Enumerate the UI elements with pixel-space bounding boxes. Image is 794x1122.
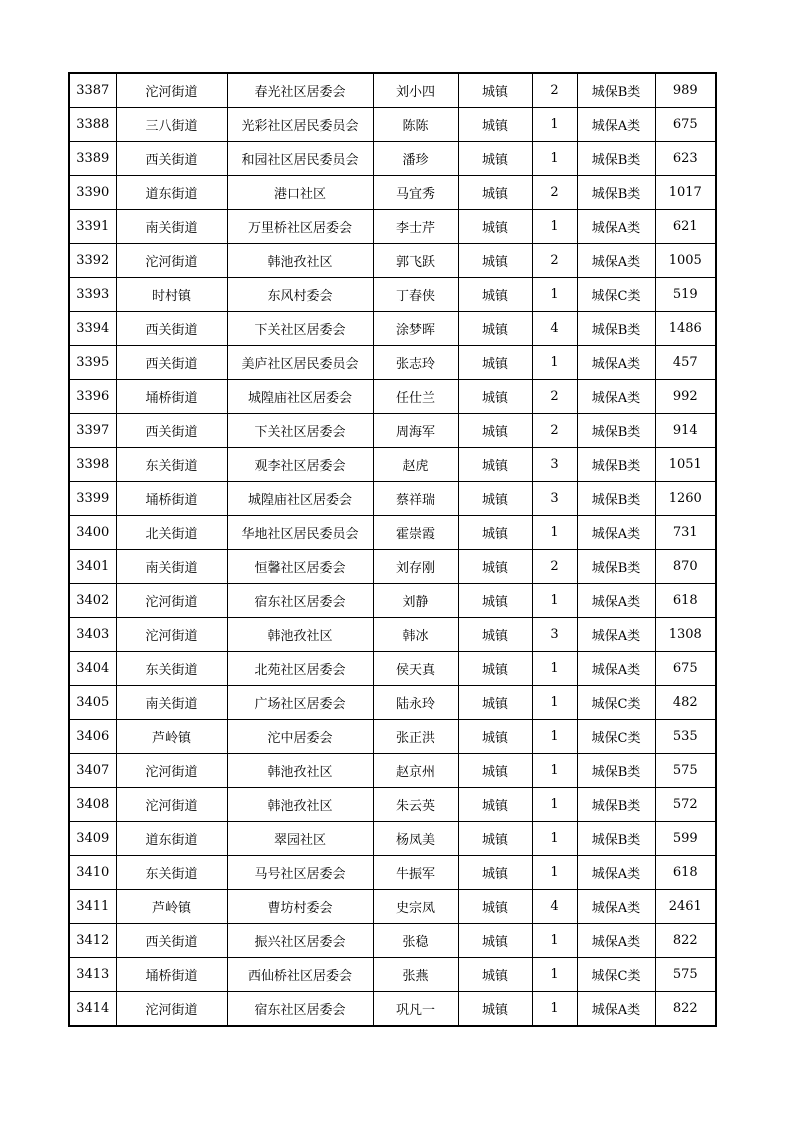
area-type-cell: 城镇 [458, 346, 532, 380]
category-cell: 城保C类 [577, 958, 655, 992]
category-cell: 城保A类 [577, 346, 655, 380]
category-cell: 城保B类 [577, 754, 655, 788]
category-cell: 城保A类 [577, 856, 655, 890]
category-cell: 城保C类 [577, 686, 655, 720]
subdistrict-cell: 北关街道 [116, 516, 227, 550]
serial-number-cell: 3414 [69, 992, 116, 1027]
area-type-cell: 城镇 [458, 822, 532, 856]
subdistrict-cell: 埇桥街道 [116, 482, 227, 516]
table-row [69, 516, 716, 550]
area-type-cell: 城镇 [458, 108, 532, 142]
records-table-body [69, 73, 716, 1026]
amount-cell: 519 [655, 278, 716, 312]
community-cell: 韩池孜社区 [227, 618, 373, 652]
subdistrict-cell: 南关街道 [116, 210, 227, 244]
area-type-cell: 城镇 [458, 720, 532, 754]
household-size-cell: 2 [532, 73, 577, 108]
name-cell: 张志玲 [373, 346, 458, 380]
table-row [69, 142, 716, 176]
community-cell: 光彩社区居民委员会 [227, 108, 373, 142]
table-row [69, 890, 716, 924]
household-size-cell: 1 [532, 210, 577, 244]
table-row [69, 584, 716, 618]
household-size-cell: 1 [532, 278, 577, 312]
serial-number-cell: 3412 [69, 924, 116, 958]
serial-number-cell: 3400 [69, 516, 116, 550]
area-type-cell: 城镇 [458, 312, 532, 346]
community-cell: 恒馨社区居委会 [227, 550, 373, 584]
serial-number-cell: 3398 [69, 448, 116, 482]
subdistrict-cell: 西关街道 [116, 346, 227, 380]
subdistrict-cell: 芦岭镇 [116, 890, 227, 924]
table-row [69, 992, 716, 1027]
serial-number-cell: 3387 [69, 73, 116, 108]
subdistrict-cell: 西关街道 [116, 142, 227, 176]
name-cell: 朱云英 [373, 788, 458, 822]
serial-number-cell: 3403 [69, 618, 116, 652]
community-cell: 韩池孜社区 [227, 788, 373, 822]
community-cell: 马号社区居委会 [227, 856, 373, 890]
serial-number-cell: 3405 [69, 686, 116, 720]
table-row [69, 346, 716, 380]
household-size-cell: 3 [532, 618, 577, 652]
community-cell: 西仙桥社区居委会 [227, 958, 373, 992]
table-row [69, 618, 716, 652]
name-cell: 丁春侠 [373, 278, 458, 312]
community-cell: 华地社区居民委员会 [227, 516, 373, 550]
community-cell: 和园社区居民委员会 [227, 142, 373, 176]
area-type-cell: 城镇 [458, 278, 532, 312]
serial-number-cell: 3390 [69, 176, 116, 210]
name-cell: 张正洪 [373, 720, 458, 754]
serial-number-cell: 3408 [69, 788, 116, 822]
area-type-cell: 城镇 [458, 414, 532, 448]
amount-cell: 822 [655, 992, 716, 1027]
serial-number-cell: 3404 [69, 652, 116, 686]
serial-number-cell: 3409 [69, 822, 116, 856]
table-row [69, 788, 716, 822]
category-cell: 城保B类 [577, 482, 655, 516]
community-cell: 宿东社区居委会 [227, 992, 373, 1027]
category-cell: 城保B类 [577, 142, 655, 176]
household-size-cell: 1 [532, 652, 577, 686]
table-row [69, 312, 716, 346]
amount-cell: 731 [655, 516, 716, 550]
community-cell: 美庐社区居民委员会 [227, 346, 373, 380]
serial-number-cell: 3392 [69, 244, 116, 278]
records-table [68, 72, 717, 1027]
table-row [69, 958, 716, 992]
subdistrict-cell: 西关街道 [116, 414, 227, 448]
serial-number-cell: 3411 [69, 890, 116, 924]
subdistrict-cell: 沱河街道 [116, 244, 227, 278]
table-row [69, 73, 716, 108]
category-cell: 城保B类 [577, 822, 655, 856]
serial-number-cell: 3399 [69, 482, 116, 516]
subdistrict-cell: 道东街道 [116, 176, 227, 210]
category-cell: 城保A类 [577, 618, 655, 652]
household-size-cell: 1 [532, 720, 577, 754]
name-cell: 马宜秀 [373, 176, 458, 210]
category-cell: 城保B类 [577, 73, 655, 108]
community-cell: 下关社区居委会 [227, 414, 373, 448]
area-type-cell: 城镇 [458, 958, 532, 992]
category-cell: 城保B类 [577, 312, 655, 346]
subdistrict-cell: 西关街道 [116, 312, 227, 346]
household-size-cell: 3 [532, 448, 577, 482]
amount-cell: 675 [655, 108, 716, 142]
subdistrict-cell: 沱河街道 [116, 584, 227, 618]
community-cell: 翠园社区 [227, 822, 373, 856]
amount-cell: 1308 [655, 618, 716, 652]
household-size-cell: 2 [532, 176, 577, 210]
area-type-cell: 城镇 [458, 686, 532, 720]
household-size-cell: 4 [532, 312, 577, 346]
category-cell: 城保C类 [577, 278, 655, 312]
category-cell: 城保B类 [577, 414, 655, 448]
serial-number-cell: 3391 [69, 210, 116, 244]
subdistrict-cell: 三八街道 [116, 108, 227, 142]
household-size-cell: 1 [532, 992, 577, 1027]
name-cell: 牛振军 [373, 856, 458, 890]
household-size-cell: 1 [532, 516, 577, 550]
serial-number-cell: 3401 [69, 550, 116, 584]
table-row [69, 482, 716, 516]
name-cell: 陈陈 [373, 108, 458, 142]
household-size-cell: 1 [532, 142, 577, 176]
category-cell: 城保C类 [577, 720, 655, 754]
subdistrict-cell: 沱河街道 [116, 754, 227, 788]
household-size-cell: 1 [532, 924, 577, 958]
category-cell: 城保A类 [577, 108, 655, 142]
amount-cell: 675 [655, 652, 716, 686]
amount-cell: 535 [655, 720, 716, 754]
subdistrict-cell: 南关街道 [116, 550, 227, 584]
amount-cell: 1051 [655, 448, 716, 482]
category-cell: 城保A类 [577, 380, 655, 414]
table-row [69, 176, 716, 210]
table-row [69, 448, 716, 482]
area-type-cell: 城镇 [458, 516, 532, 550]
community-cell: 港口社区 [227, 176, 373, 210]
subdistrict-cell: 时村镇 [116, 278, 227, 312]
subdistrict-cell: 芦岭镇 [116, 720, 227, 754]
household-size-cell: 1 [532, 346, 577, 380]
amount-cell: 1017 [655, 176, 716, 210]
name-cell: 刘存刚 [373, 550, 458, 584]
household-size-cell: 2 [532, 244, 577, 278]
amount-cell: 870 [655, 550, 716, 584]
subdistrict-cell: 埇桥街道 [116, 958, 227, 992]
category-cell: 城保B类 [577, 448, 655, 482]
amount-cell: 623 [655, 142, 716, 176]
amount-cell: 1260 [655, 482, 716, 516]
household-size-cell: 1 [532, 686, 577, 720]
name-cell: 郭飞跃 [373, 244, 458, 278]
subdistrict-cell: 东关街道 [116, 856, 227, 890]
table-row [69, 380, 716, 414]
name-cell: 韩冰 [373, 618, 458, 652]
subdistrict-cell: 沱河街道 [116, 618, 227, 652]
subdistrict-cell: 沱河街道 [116, 788, 227, 822]
area-type-cell: 城镇 [458, 210, 532, 244]
serial-number-cell: 3389 [69, 142, 116, 176]
table-row [69, 108, 716, 142]
table-row [69, 754, 716, 788]
category-cell: 城保B类 [577, 550, 655, 584]
area-type-cell: 城镇 [458, 890, 532, 924]
category-cell: 城保A类 [577, 516, 655, 550]
table-row [69, 720, 716, 754]
table-row [69, 686, 716, 720]
community-cell: 振兴社区居委会 [227, 924, 373, 958]
category-cell: 城保A类 [577, 992, 655, 1027]
household-size-cell: 4 [532, 890, 577, 924]
subdistrict-cell: 东关街道 [116, 448, 227, 482]
household-size-cell: 1 [532, 754, 577, 788]
category-cell: 城保B类 [577, 176, 655, 210]
area-type-cell: 城镇 [458, 176, 532, 210]
household-size-cell: 2 [532, 550, 577, 584]
area-type-cell: 城镇 [458, 448, 532, 482]
household-size-cell: 1 [532, 958, 577, 992]
serial-number-cell: 3395 [69, 346, 116, 380]
name-cell: 潘珍 [373, 142, 458, 176]
community-cell: 韩池孜社区 [227, 754, 373, 788]
community-cell: 东风村委会 [227, 278, 373, 312]
amount-cell: 575 [655, 754, 716, 788]
subdistrict-cell: 道东街道 [116, 822, 227, 856]
serial-number-cell: 3413 [69, 958, 116, 992]
table-row [69, 856, 716, 890]
area-type-cell: 城镇 [458, 380, 532, 414]
amount-cell: 2461 [655, 890, 716, 924]
area-type-cell: 城镇 [458, 550, 532, 584]
area-type-cell: 城镇 [458, 992, 532, 1027]
serial-number-cell: 3388 [69, 108, 116, 142]
community-cell: 城隍庙社区居委会 [227, 482, 373, 516]
amount-cell: 575 [655, 958, 716, 992]
household-size-cell: 2 [532, 414, 577, 448]
table-row [69, 278, 716, 312]
amount-cell: 992 [655, 380, 716, 414]
category-cell: 城保B类 [577, 788, 655, 822]
serial-number-cell: 3407 [69, 754, 116, 788]
category-cell: 城保A类 [577, 890, 655, 924]
subdistrict-cell: 西关街道 [116, 924, 227, 958]
table-row [69, 924, 716, 958]
serial-number-cell: 3393 [69, 278, 116, 312]
name-cell: 侯天真 [373, 652, 458, 686]
category-cell: 城保A类 [577, 924, 655, 958]
subdistrict-cell: 沱河街道 [116, 992, 227, 1027]
community-cell: 观李社区居委会 [227, 448, 373, 482]
community-cell: 万里桥社区居委会 [227, 210, 373, 244]
name-cell: 史宗凤 [373, 890, 458, 924]
name-cell: 霍崇霞 [373, 516, 458, 550]
community-cell: 曹坊村委会 [227, 890, 373, 924]
name-cell: 张燕 [373, 958, 458, 992]
household-size-cell: 2 [532, 380, 577, 414]
name-cell: 涂梦晖 [373, 312, 458, 346]
community-cell: 春光社区居委会 [227, 73, 373, 108]
community-cell: 下关社区居委会 [227, 312, 373, 346]
name-cell: 李士芹 [373, 210, 458, 244]
serial-number-cell: 3410 [69, 856, 116, 890]
household-size-cell: 1 [532, 822, 577, 856]
name-cell: 刘静 [373, 584, 458, 618]
table-row [69, 652, 716, 686]
community-cell: 韩池孜社区 [227, 244, 373, 278]
area-type-cell: 城镇 [458, 482, 532, 516]
name-cell: 蔡祥瑞 [373, 482, 458, 516]
community-cell: 广场社区居委会 [227, 686, 373, 720]
household-size-cell: 3 [532, 482, 577, 516]
area-type-cell: 城镇 [458, 788, 532, 822]
area-type-cell: 城镇 [458, 924, 532, 958]
amount-cell: 599 [655, 822, 716, 856]
table-row [69, 414, 716, 448]
area-type-cell: 城镇 [458, 244, 532, 278]
name-cell: 巩凡一 [373, 992, 458, 1027]
name-cell: 赵京州 [373, 754, 458, 788]
amount-cell: 572 [655, 788, 716, 822]
name-cell: 刘小四 [373, 73, 458, 108]
category-cell: 城保A类 [577, 244, 655, 278]
serial-number-cell: 3402 [69, 584, 116, 618]
area-type-cell: 城镇 [458, 618, 532, 652]
amount-cell: 914 [655, 414, 716, 448]
name-cell: 赵虎 [373, 448, 458, 482]
name-cell: 陆永玲 [373, 686, 458, 720]
amount-cell: 482 [655, 686, 716, 720]
community-cell: 沱中居委会 [227, 720, 373, 754]
community-cell: 北苑社区居委会 [227, 652, 373, 686]
subdistrict-cell: 东关街道 [116, 652, 227, 686]
name-cell: 杨凤美 [373, 822, 458, 856]
amount-cell: 618 [655, 584, 716, 618]
serial-number-cell: 3396 [69, 380, 116, 414]
area-type-cell: 城镇 [458, 754, 532, 788]
household-size-cell: 1 [532, 788, 577, 822]
table-row [69, 822, 716, 856]
category-cell: 城保A类 [577, 584, 655, 618]
amount-cell: 1486 [655, 312, 716, 346]
serial-number-cell: 3397 [69, 414, 116, 448]
amount-cell: 621 [655, 210, 716, 244]
table-row [69, 244, 716, 278]
category-cell: 城保A类 [577, 210, 655, 244]
community-cell: 宿东社区居委会 [227, 584, 373, 618]
household-size-cell: 1 [532, 108, 577, 142]
name-cell: 周海军 [373, 414, 458, 448]
area-type-cell: 城镇 [458, 856, 532, 890]
subdistrict-cell: 沱河街道 [116, 73, 227, 108]
amount-cell: 457 [655, 346, 716, 380]
subdistrict-cell: 埇桥街道 [116, 380, 227, 414]
area-type-cell: 城镇 [458, 584, 532, 618]
serial-number-cell: 3406 [69, 720, 116, 754]
name-cell: 张稳 [373, 924, 458, 958]
serial-number-cell: 3394 [69, 312, 116, 346]
subdistrict-cell: 南关街道 [116, 686, 227, 720]
area-type-cell: 城镇 [458, 652, 532, 686]
community-cell: 城隍庙社区居委会 [227, 380, 373, 414]
amount-cell: 1005 [655, 244, 716, 278]
area-type-cell: 城镇 [458, 142, 532, 176]
amount-cell: 989 [655, 73, 716, 108]
name-cell: 任仕兰 [373, 380, 458, 414]
amount-cell: 822 [655, 924, 716, 958]
amount-cell: 618 [655, 856, 716, 890]
table-row [69, 210, 716, 244]
household-size-cell: 1 [532, 584, 577, 618]
household-size-cell: 1 [532, 856, 577, 890]
category-cell: 城保A类 [577, 652, 655, 686]
area-type-cell: 城镇 [458, 73, 532, 108]
table-row [69, 550, 716, 584]
